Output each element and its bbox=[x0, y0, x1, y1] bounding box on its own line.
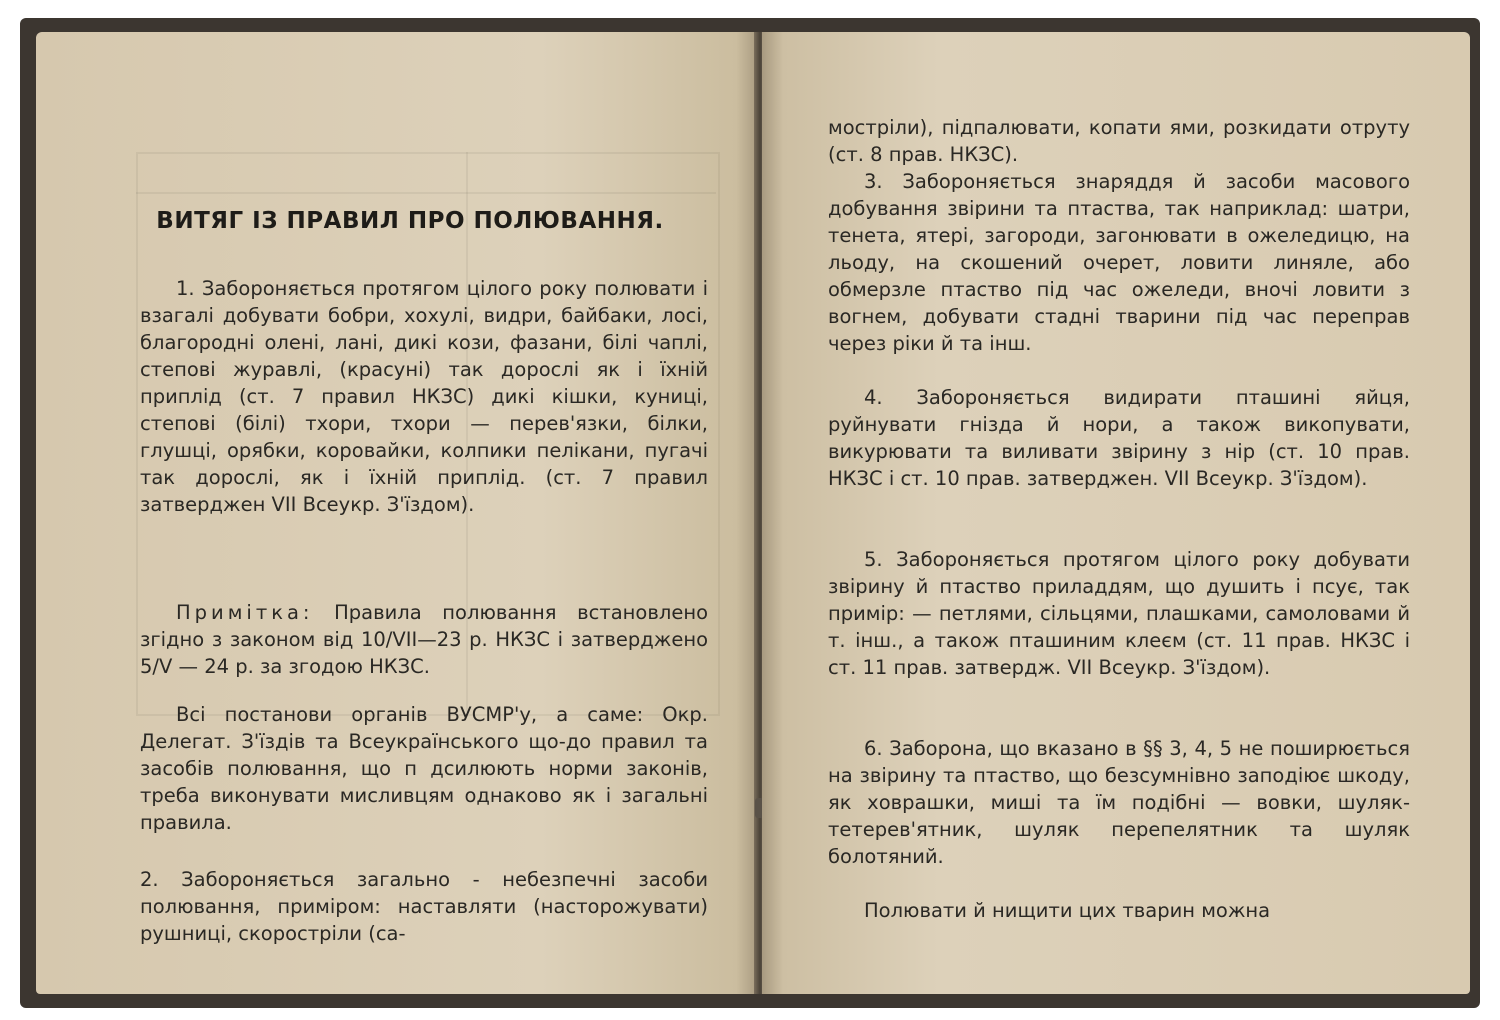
right-page bbox=[762, 32, 1470, 994]
closing-line: Полювати й нищити цих тварин можна bbox=[864, 899, 1271, 922]
note-paragraph bbox=[140, 599, 708, 680]
show-through-rule bbox=[136, 192, 716, 194]
left-page bbox=[36, 32, 758, 994]
booklet bbox=[20, 18, 1480, 1008]
rule-4-paragraph: 4. Забороняється видирати пташині яйця, руйнувати гнізда й нори, а також викопувати, викурювати та виливати звірину з нір (ст. 10 прав. НКЗС і ст. 10 прав. затверджен. VII Всеукр. З'їздом). bbox=[828, 386, 1410, 490]
rule-2-paragraph: 2. Забороняється загально - небезпечні засоби полювання, приміром: наставляти (насторожувати) рушниці, скоростріли (са- bbox=[140, 868, 708, 945]
rule-3-paragraph: 3. Забороняється знаряддя й засоби масового добування звірини та птаства, так наприклад: шатри, тенета, ятері, загороди, загонювати в ожеледицю, на льоду, на скошений очерет, ловити линяле, або обмерзле птаство під час ожеледи, вночі ловити з вогнем, добувати стадні тварини під час переправ через ріки й та інш. bbox=[828, 170, 1410, 355]
rule-5-paragraph: 5. Забороняється протягом цілого року добувати звірину й птаство приладдям, що душить і псує, так примір: — петлями, сільцями, плашками, самоловами й т. інш., а також пташиним клеєм (ст. 11 прав. НКЗС і ст. 11 прав. затвердж. VII Всеукр. З'їздом). bbox=[828, 548, 1410, 679]
note-label: Примітка: bbox=[176, 601, 314, 624]
all-regulations-paragraph: Всі постанови органів ВУСМР'у, а саме: Окр. Делегат. З'їздів та Всеукраїнського що-до правил та засобів полювання, що п дсилюють норми законів, треба виконувати мисливцям однаково як і загальні правила. bbox=[140, 703, 708, 834]
rule-1-paragraph: 1. Забороняється протягом цілого року полювати і взагалі добувати бобри, хохулі, видри, байбаки, лосі, благородні олені, лані, дикі кози, фазани, білі чаплі, степові журавлі, (красуні) так дорослі як і їхній приплід (ст. 7 правил НКЗС) дикі кішки, куниці, степові (білі) тхори, тхори — перев'язки, білки, глушці, орябки, коровайки, колпики пелікани, пугачі так дорослі, як і їхній приплід. (ст. 7 правил затверджен VII Всеукр. З'їздом). bbox=[140, 277, 708, 516]
rule-6-paragraph: 6. Заборона, що вказано в §§ 3, 4, 5 не поширюється на звірину та птаство, що безсумнівно заподіює шкоду, як ховрашки, миші та їм подібні — вовки, шуляк-тетерев'ятник, шуляк перепелятник та шуляк болотяний. bbox=[828, 737, 1410, 868]
note-text: Правила полювання встановлено згідно з законом від 10/VII—23 р. НКЗС і затверджено 5/V — 24 р. за згодою НКЗС. bbox=[140, 601, 708, 678]
rule-2-continuation: мостріли), підпалювати, копати ями, розкидати отруту (ст. 8 прав. НКЗС). bbox=[828, 116, 1410, 166]
page-title: ВИТЯГ ІЗ ПРАВИЛ ПРО ПОЛЮВАННЯ. bbox=[156, 208, 664, 234]
